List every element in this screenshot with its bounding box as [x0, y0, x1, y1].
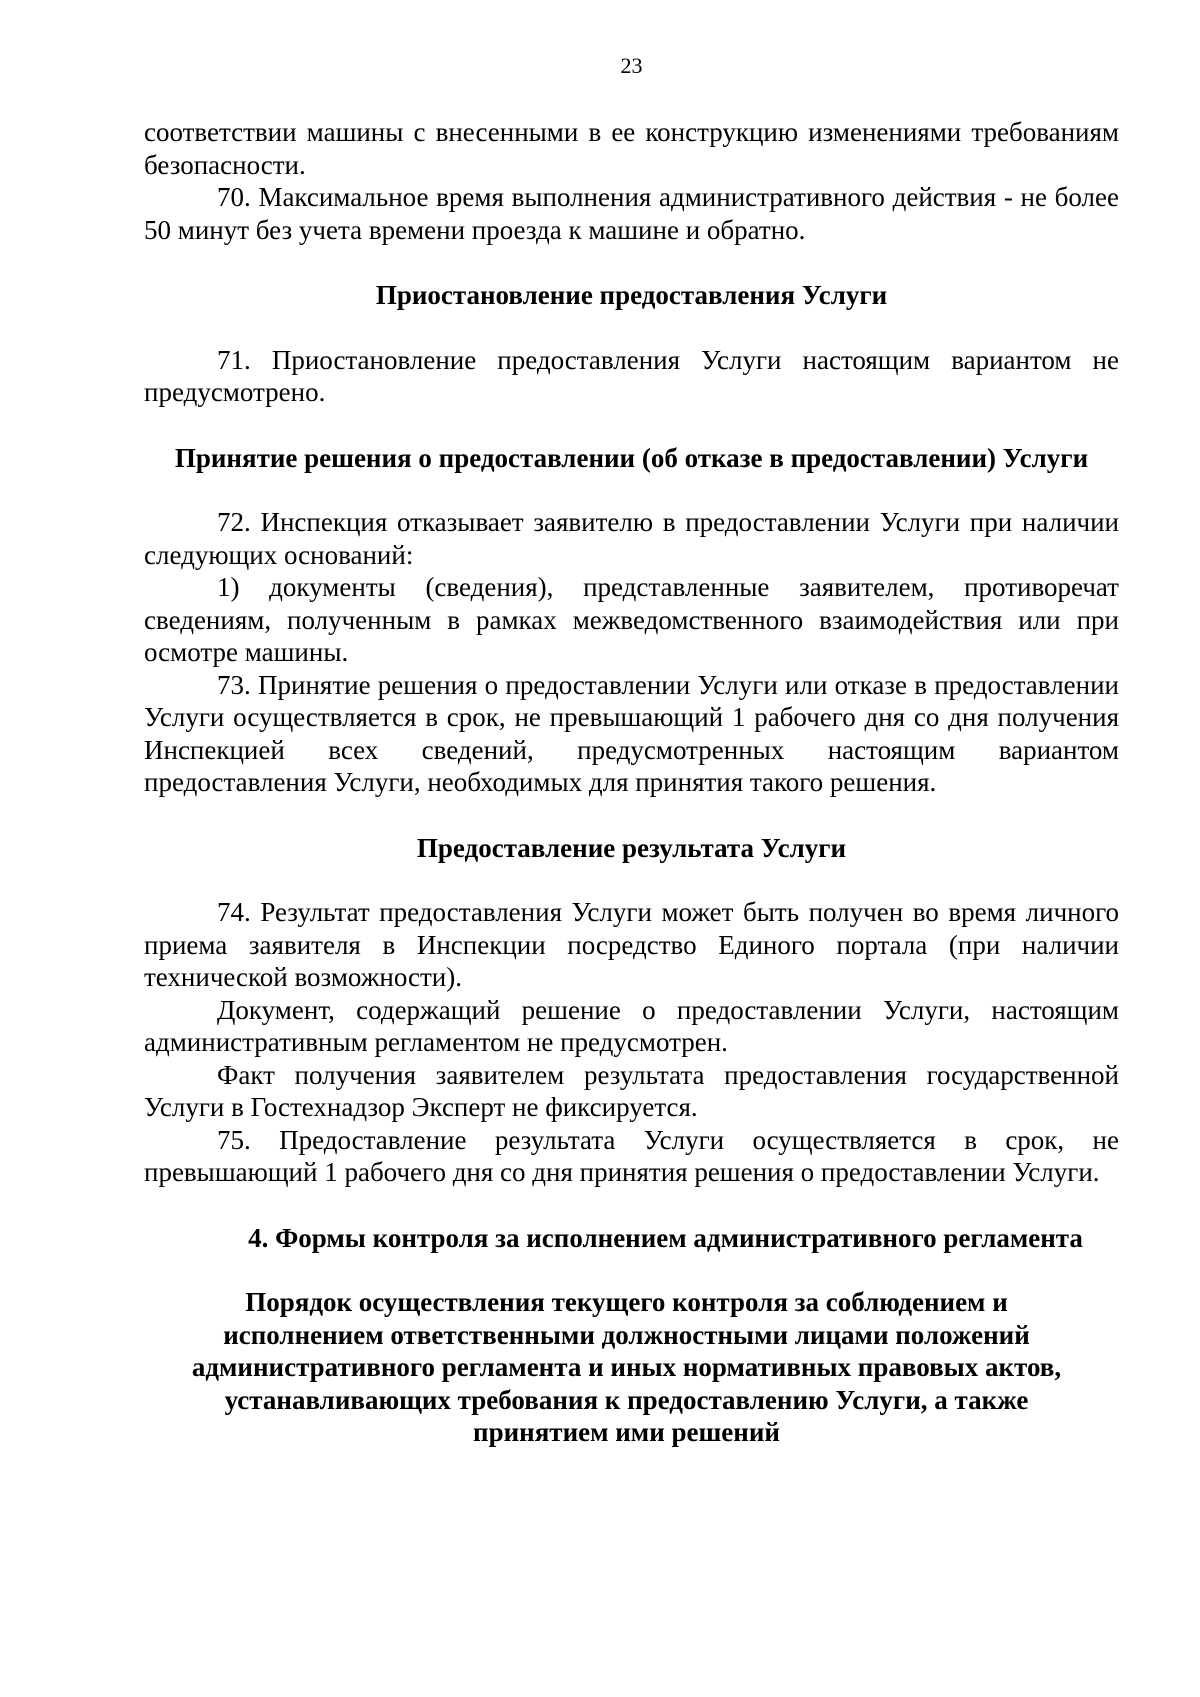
- heading-result: Предоставление результата Услуги: [416, 832, 847, 863]
- heading-suspension: Приостановление предоставления Услуги: [375, 280, 888, 310]
- paragraph-73: 73. Принятие решения о предоставлении Услуги или отказе в предоставлении Услуги осуществляется в срок, не превышающий 1 рабочего дня со дня получения Инспекцией всех сведений, предусмотренных настоящим вариантом предоставления Услуги, необходимых для принятия такого решения.: [144, 669, 1119, 797]
- paragraph-continuation: соответствии машины с внесенными в ее конструкцию изменениями требованиям безопасности.: [144, 117, 1119, 180]
- paragraph-72: 72. Инспекция отказывает заявителю в предоставлении Услуги при наличии следующих оснований:: [144, 507, 1119, 570]
- page-content: [144, 116, 1119, 1449]
- subheading-current-control: Порядок осуществления текущего контроля за соблюдением и исполнением ответственными должностными лицами положений административного регламента и иных нормативных правовых актов, устанавливающих требования к предоставлению Услуги, а также принятием ими решений: [191, 1287, 1062, 1447]
- paragraph-72-item-1: 1) документы (сведения), представленные заявителем, противоречат сведениям, полученным в рамках межведомственного взаимодействия или при осмотре машины.: [144, 572, 1119, 667]
- heading-decision: Принятие решения о предоставлении (об отказе в предоставлении) Услуги: [174, 442, 1089, 473]
- heading-control-forms: 4. Формы контроля за исполнением административного регламента: [248, 1222, 1083, 1253]
- paragraph-74: 74. Результат предоставления Услуги может быть получен во время личного приема заявителя в Инспекции посредство Единого портала (при наличии технической возможности).: [144, 897, 1119, 992]
- paragraph-75: 75. Предоставление результата Услуги осуществляется в срок, не превышающий 1 рабочего дня со дня принятия решения о предоставлении Услуги.: [144, 1124, 1119, 1187]
- page-number: 23: [620, 53, 643, 78]
- paragraph-document: Документ, содержащий решение о предоставлении Услуги, настоящим административным регламентом не предусмотрен.: [144, 994, 1119, 1057]
- paragraph-70: 70. Максимальное время выполнения административного действия - не более 50 минут без учета времени проезда к машине и обратно.: [144, 182, 1119, 245]
- paragraph-fact: Факт получения заявителем результата предоставления государственной Услуги в Гостехнадзор Эксперт не фиксируется.: [144, 1059, 1119, 1122]
- paragraph-71: 71. Приостановление предоставления Услуги настоящим вариантом не предусмотрено.: [144, 344, 1119, 407]
